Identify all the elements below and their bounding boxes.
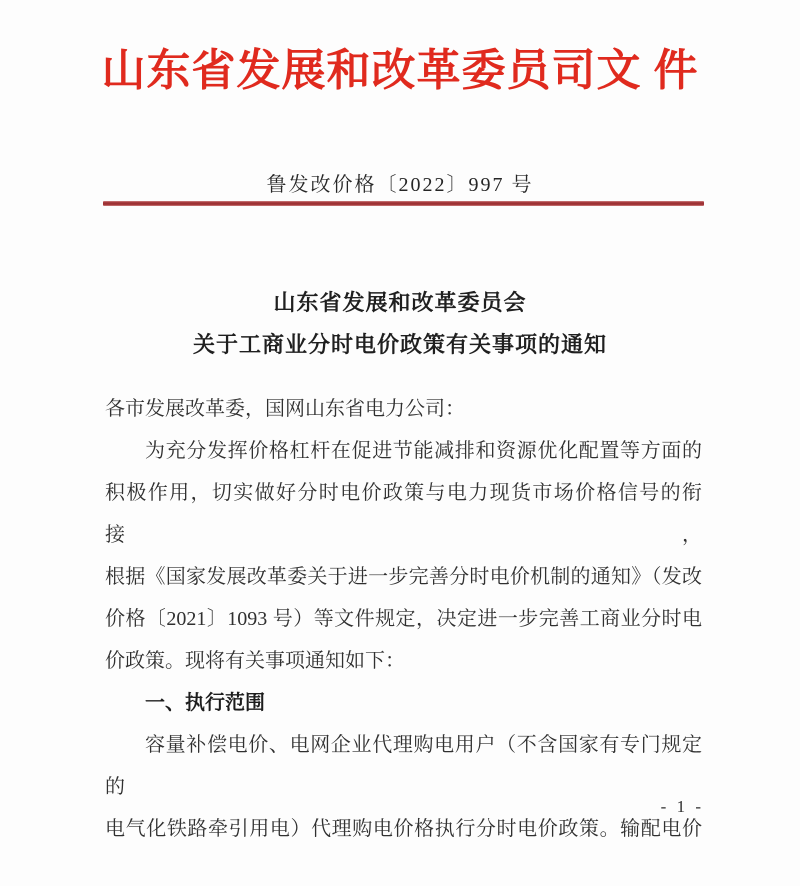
section-heading: 一、执行范围: [145, 692, 265, 714]
body-line: 各市发展改革委，国网山东省电力公司：: [105, 398, 465, 420]
document-reference-number: 鲁发改价格〔2022〕997 号: [266, 174, 534, 196]
page-number: - 1 -: [660, 797, 704, 816]
body-line: 电气化铁路牵引用电）代理购电价格执行分时电价政策。输配电价: [105, 818, 702, 840]
body-line: 积极作用，切实做好分时电价政策与电力现货市场价格信号的衔接，: [105, 482, 702, 546]
body-line: 价格〔2021〕1093 号）等文件规定，决定进一步完善工商业分时电: [105, 608, 702, 630]
notice-title-subject: 关于工商业分时电价政策有关事项的通知: [192, 332, 607, 357]
body-lines: [105, 388, 702, 850]
body-line: 根据《国家发展改革委关于进一步完善分时电价机制的通知》（发改: [105, 566, 702, 588]
notice-title-block: [0, 282, 800, 366]
body-line: 价政策。现将有关事项通知如下：: [105, 650, 405, 672]
red-letterhead-title: 山东省发展和改革委员司文 件: [101, 46, 699, 95]
body-line: 容量补偿电价、电网企业代理购电用户（不含国家有专门规定的: [105, 734, 702, 798]
body-line: 为充分发挥价格杠杆在促进节能减排和资源优化配置等方面的: [145, 440, 702, 462]
notice-title-issuer: 山东省发展和改革委员会: [273, 290, 527, 315]
red-divider-rule: [103, 201, 704, 206]
